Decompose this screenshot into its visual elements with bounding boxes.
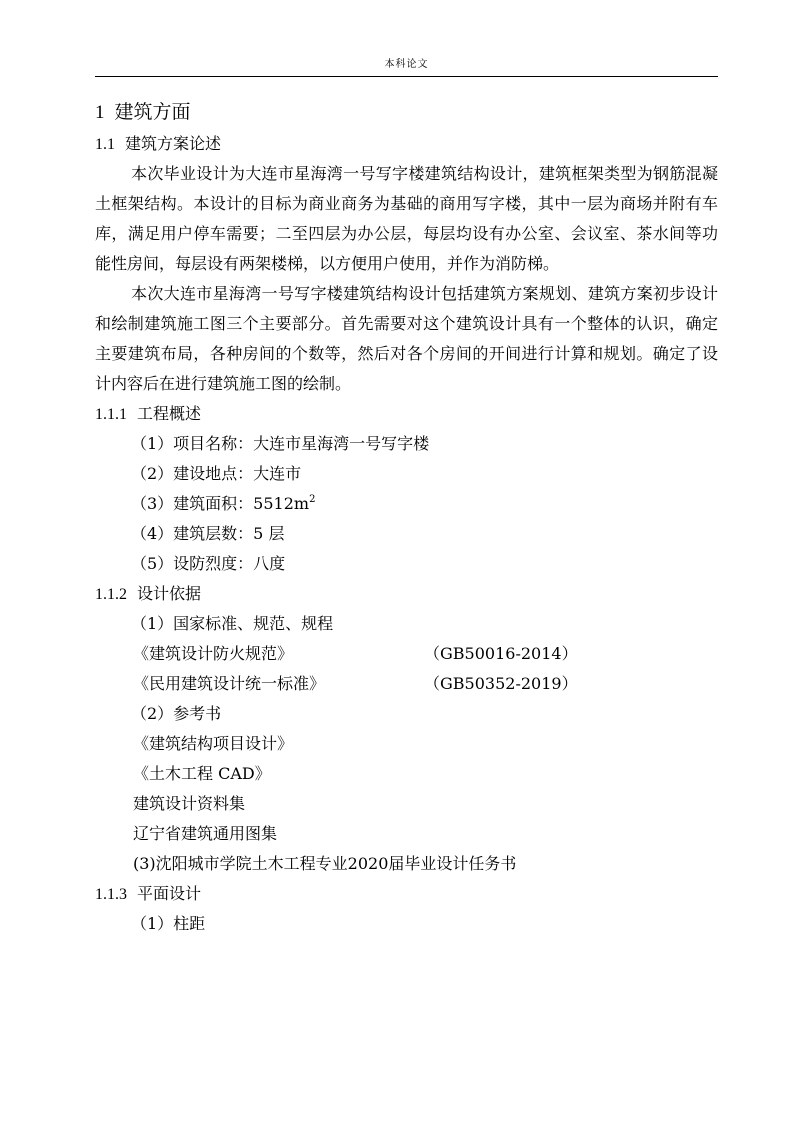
standard-code: （GB50352-2019） xyxy=(424,674,578,693)
basis-number: 1.1.2 xyxy=(95,586,127,603)
area-text: （3）建筑面积：5512m xyxy=(131,494,310,513)
standard-row xyxy=(95,639,718,669)
book-item: 《建筑结构项目设计》 xyxy=(133,734,294,753)
plan-number: 1.1.3 xyxy=(95,886,127,903)
area-superscript: 2 xyxy=(309,494,316,505)
overview-number: 1.1.1 xyxy=(95,406,127,423)
subsection-number: 1.1 xyxy=(95,136,115,153)
overview-item-seismic: （5）设防烈度：八度 xyxy=(131,554,286,573)
document-body xyxy=(95,95,718,939)
book-item: 《土木工程 CAD》 xyxy=(133,764,271,783)
plan-item-column-spacing: （1）柱距 xyxy=(131,914,206,933)
plan-title: 平面设计 xyxy=(137,884,202,903)
overview-item-floors: （4）建筑层数：5 层 xyxy=(131,524,285,543)
basis-item-standards: （1）国家标准、规范、规程 xyxy=(131,614,334,633)
basis-heading xyxy=(95,579,718,609)
book-item: 建筑设计资料集 xyxy=(133,794,246,813)
paragraph: 本次大连市星海湾一号写字楼建筑结构设计包括建筑方案规划、建筑方案初步设计和绘制建筑施工图三个主要部分。首先需要对这个建筑设计具有一个整体的认识，确定主要建筑布局，各种房间的个数等，然后对各个房间的开间进行计算和规划。确定了设计内容后在进行建筑施工图的绘制。 xyxy=(95,284,718,393)
section-heading xyxy=(95,95,718,129)
subsection-title: 建筑方案论述 xyxy=(125,134,222,153)
page-header: 本科论文 xyxy=(384,59,429,70)
overview-title: 工程概述 xyxy=(137,404,202,423)
plan-heading xyxy=(95,879,718,909)
overview-item-location: （2）建设地点：大连市 xyxy=(131,464,302,483)
basis-item-books: （2）参考书 xyxy=(131,704,222,723)
overview-item-area xyxy=(95,489,718,519)
standard-code: （GB50016-2014） xyxy=(424,644,578,663)
standard-name: 《民用建筑设计统一标准》 xyxy=(133,674,326,693)
paragraph: 本次毕业设计为大连市星海湾一号写字楼建筑结构设计，建筑框架类型为钢筋混凝土框架结构。本设计的目标为商业商务为基础的商用写字楼，其中一层为商场并附有车库，满足用户停车需要；二至四层为办公层，每层均设有办公室、会议室、茶水间等功能性房间，每层设有两架楼梯，以方便用户使用，并作为消防梯。 xyxy=(95,164,718,273)
overview-item-name: （1）项目名称：大连市星海湾一号写字楼 xyxy=(131,434,430,453)
basis-item-task: (3)沈阳城市学院土木工程专业2020届毕业设计任务书 xyxy=(133,854,517,873)
section-title: 建筑方面 xyxy=(114,101,191,123)
standard-row xyxy=(95,669,718,699)
overview-heading xyxy=(95,399,718,429)
section-number: 1 xyxy=(95,102,105,123)
book-item: 辽宁省建筑通用图集 xyxy=(133,824,278,843)
subsection-heading xyxy=(95,129,718,159)
standard-name: 《建筑设计防火规范》 xyxy=(133,644,294,663)
header-rule xyxy=(95,76,718,77)
basis-title: 设计依据 xyxy=(137,584,202,603)
